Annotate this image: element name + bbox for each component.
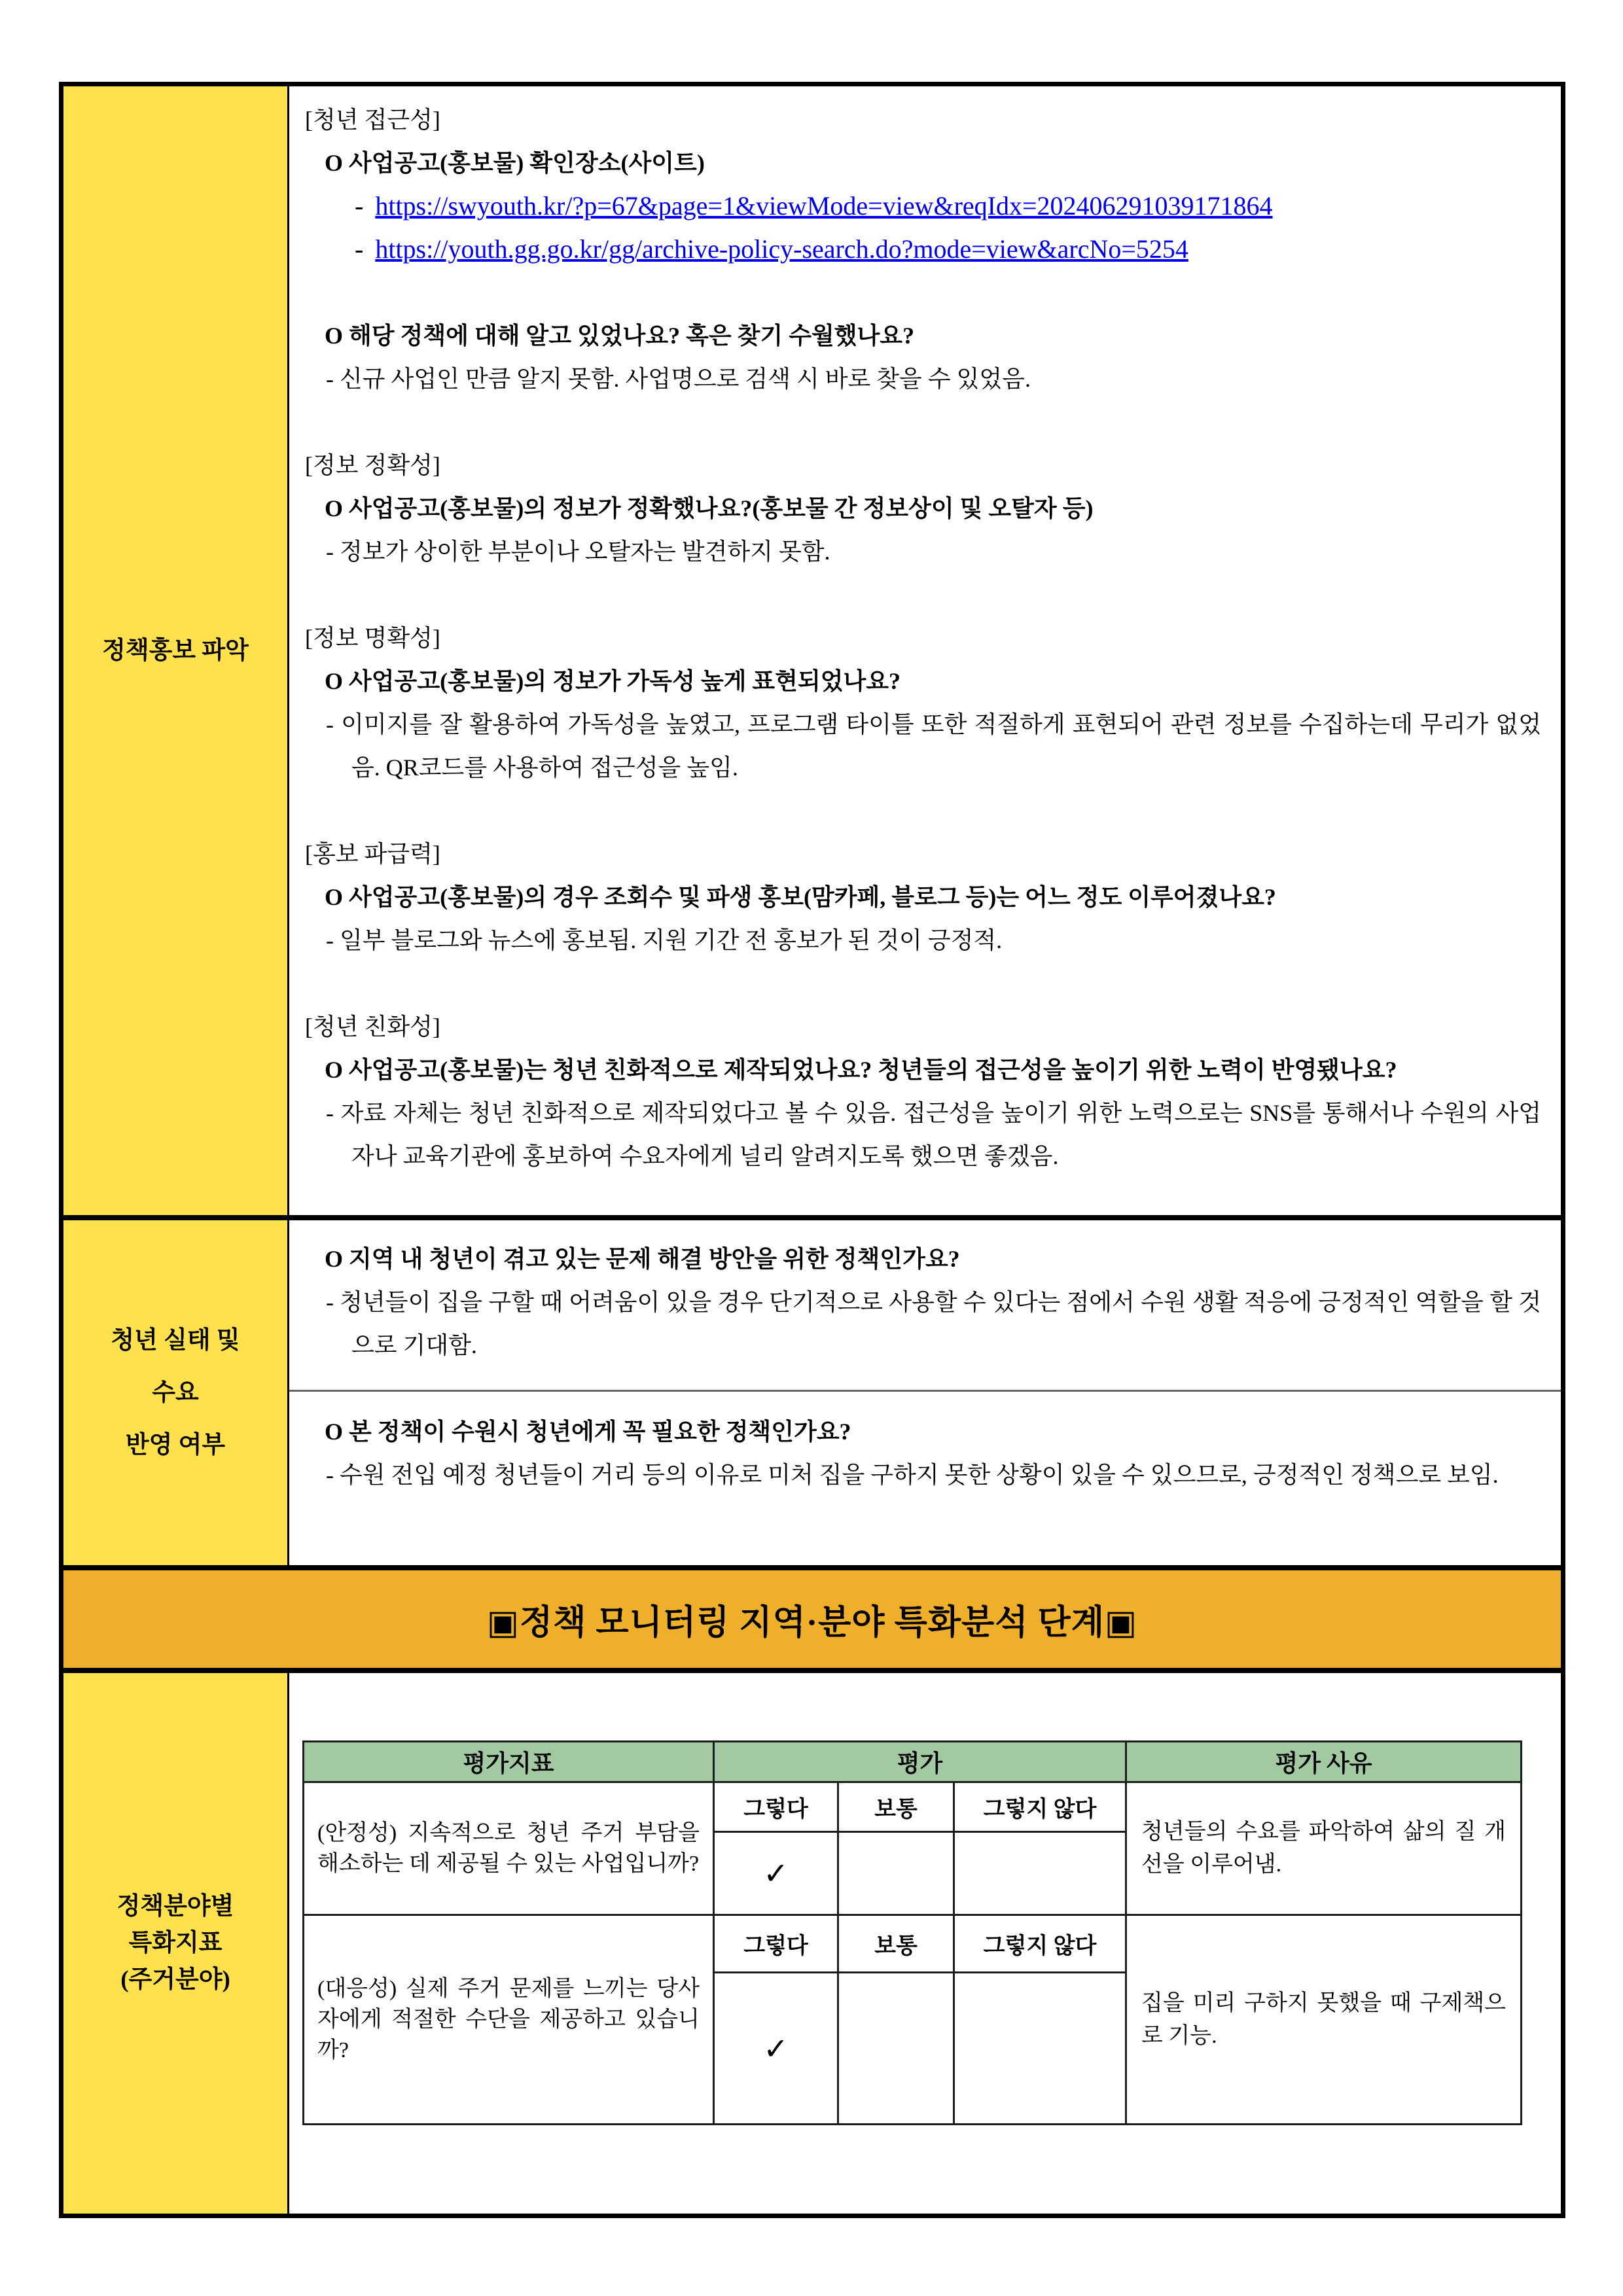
special-label-line-3: (주거분야) — [120, 1966, 230, 1993]
promo-header-promo-reach: [홍보 파급력] — [305, 841, 440, 867]
spacer — [305, 789, 1541, 832]
promo-question-readability: O 사업공고(홍보물)의 정보가 가독성 높게 표현되었나요? — [325, 668, 901, 694]
promo-reply-views: - 일부 블로그와 뉴스에 홍보됨. 지원 기간 전 홍보가 된 것이 긍정적. — [326, 927, 1003, 953]
check-cell-neutral[interactable] — [838, 1832, 954, 1915]
section-label-promo — [63, 86, 289, 1220]
promo-link-line-2 — [305, 228, 1541, 271]
demand-subcell-1 — [289, 1220, 1561, 1392]
stage-banner — [63, 1570, 1561, 1673]
demand-question-2: O 본 정책이 수원시 청년에게 꼭 필요한 정책인가요? — [325, 1419, 851, 1445]
spacer — [305, 271, 1541, 314]
scale-agree-label: 그렇다 — [714, 1782, 838, 1832]
scale-disagree-label: 그렇지 않다 — [954, 1782, 1126, 1832]
promo-header-info-accuracy: [정보 정확성] — [305, 452, 440, 478]
header-evaluation: 평가 — [714, 1742, 1126, 1782]
indicator-row-1-scale — [304, 1782, 1522, 1832]
indicator-cell-stability: (안정성) 지속적으로 청년 주거 부담을 해소하는 데 제공될 수 있는 사업입니까? — [304, 1782, 714, 1915]
scale-disagree-label: 그렇지 않다 — [954, 1915, 1126, 1973]
gg-youth-link[interactable]: https://youth.gg.go.kr/gg/archive-policy-search.do?mode=view&arcNo=5254 — [375, 234, 1188, 264]
demand-question-1: O 지역 내 청년이 겪고 있는 문제 해결 방안을 위한 정책인가요? — [325, 1246, 960, 1272]
scale-neutral-label: 보통 — [838, 1915, 954, 1973]
swyouth-link[interactable]: https://swyouth.kr/?p=67&page=1&viewMode=view&reqIdx=202406291039171864 — [375, 191, 1273, 221]
special-table-header-row — [304, 1742, 1522, 1782]
scale-neutral-label: 보통 — [838, 1782, 954, 1832]
section-label-demand — [63, 1220, 289, 1570]
section-promo-content — [289, 86, 1561, 1220]
scale-agree-label: 그렇다 — [714, 1915, 838, 1973]
check-cell-neutral[interactable] — [838, 1973, 954, 2125]
spacer — [305, 573, 1541, 616]
stage-banner-title: ▣정책 모니터링 지역·분야 특화분석 단계▣ — [486, 1604, 1138, 1642]
section-label-promo-text: 정책홍보 파악 — [102, 637, 249, 664]
spacer — [305, 400, 1541, 444]
promo-question-youth-friendly: O 사업공고(홍보물)는 청년 친화적으로 제작되었나요? 청년들의 접근성을 높이기 위한 노력이 반영됐나요? — [325, 1057, 1397, 1083]
promo-reply-awareness: - 신규 사업인 만큼 알지 못함. 사업명으로 검색 시 바로 찾을 수 있었음. — [326, 366, 1031, 392]
promo-question-accuracy: O 사업공고(홍보물)의 정보가 정확했나요?(홍보물 간 정보상이 및 오탈자 등) — [325, 495, 1094, 521]
promo-header-youth-friendly: [청년 친화성] — [305, 1014, 440, 1040]
special-label-line-2: 특화지표 — [128, 1930, 223, 1956]
header-indicator: 평가지표 — [304, 1742, 714, 1782]
header-reason: 평가 사유 — [1126, 1742, 1522, 1782]
indicator-cell-responsiveness: (대응성) 실제 주거 문제를 느끼는 당사자에게 적절한 수단을 제공하고 있습니까? — [304, 1915, 714, 2125]
promo-header-youth-access: [청년 접근성] — [305, 107, 440, 133]
demand-subcell-2 — [289, 1392, 1561, 1496]
check-cell-agree[interactable]: ✓ — [714, 1973, 838, 2125]
spacer — [305, 962, 1541, 1005]
evaluation-form-table — [59, 82, 1565, 2218]
section-label-special — [63, 1673, 289, 2214]
section-demand-content — [289, 1220, 1561, 1570]
check-cell-disagree[interactable] — [954, 1973, 1126, 2125]
demand-label-line-2: 수요 — [152, 1379, 199, 1406]
reason-cell-stability: 청년들의 수요를 파악하여 삶의 질 개선을 이루어냄. — [1126, 1782, 1522, 1915]
demand-label-line-3: 반영 여부 — [125, 1431, 226, 1458]
dash-mark: - — [355, 234, 364, 264]
promo-question-announcement-location: O 사업공고(홍보물) 확인장소(사이트) — [325, 150, 705, 176]
dash-mark: - — [355, 191, 364, 221]
promo-question-views: O 사업공고(홍보물)의 경우 조회수 및 파생 홍보(맘카페, 블로그 등)는 어느 정도 이루어졌나요? — [325, 884, 1276, 910]
promo-reply-youth-friendly: - 자료 자체는 청년 친화적으로 제작되었다고 볼 수 있음. 접근성을 높이기 위한 노력으로는 SNS를 통해서나 수원의 사업자나 교육기관에 홍보하여 수요자에게 널리 알려지도록 했으면 좋겠음. — [326, 1100, 1541, 1169]
special-indicator-table — [302, 1740, 1522, 2125]
demand-reply-1: - 청년들이 집을 구할 때 어려움이 있을 경우 단기적으로 사용할 수 있다는 점에서 수원 생활 적응에 긍정적인 역할을 할 것으로 기대함. — [326, 1289, 1541, 1358]
promo-reply-readability: - 이미지를 잘 활용하여 가독성을 높였고, 프로그램 타이틀 또한 적절하게 표현되어 관련 정보를 수집하는데 무리가 없었음. QR코드를 사용하여 접근성을 높임. — [326, 711, 1541, 781]
check-cell-agree[interactable]: ✓ — [714, 1832, 838, 1915]
reason-cell-responsiveness: 집을 미리 구하지 못했을 때 구제책으로 기능. — [1126, 1915, 1522, 2125]
section-special-content — [289, 1673, 1561, 2214]
special-label-line-1: 정책분야별 — [116, 1893, 234, 1920]
indicator-row-2-scale — [304, 1915, 1522, 1973]
promo-question-awareness: O 해당 정책에 대해 알고 있었나요? 혹은 찾기 수월했나요? — [325, 323, 915, 349]
promo-reply-accuracy: - 정보가 상이한 부분이나 오탈자는 발견하지 못함. — [326, 539, 830, 565]
promo-link-line-1 — [305, 185, 1541, 228]
check-cell-disagree[interactable] — [954, 1832, 1126, 1915]
demand-reply-2: - 수원 전입 예정 청년들이 거리 등의 이유로 미처 집을 구하지 못한 상황이 있을 수 있으므로, 긍정적인 정책으로 보임. — [326, 1462, 1499, 1488]
demand-label-line-1: 청년 실태 및 — [111, 1326, 240, 1354]
promo-header-info-clarity: [정보 명확성] — [305, 625, 440, 651]
